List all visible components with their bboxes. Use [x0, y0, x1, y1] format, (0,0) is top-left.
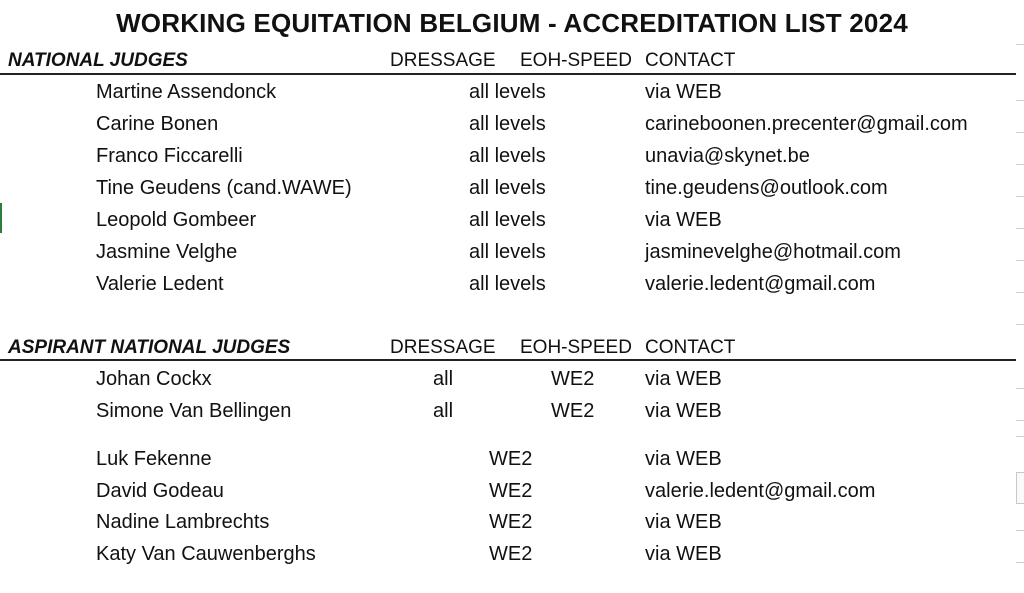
grid-tick [1016, 260, 1024, 261]
column-header-dressage: DRESSAGE [390, 337, 496, 358]
judge-name: Luk Fekenne [96, 448, 212, 470]
judge-speed: WE2 [551, 400, 595, 422]
scroll-handle[interactable] [1016, 472, 1024, 504]
grid-tick [1016, 324, 1024, 325]
grid-tick [1016, 132, 1024, 133]
grid-tick [1016, 100, 1024, 101]
judge-contact: unavia@skynet.be [645, 145, 810, 167]
page-title: WORKING EQUITATION BELGIUM - ACCREDITATION LIST 2024 [116, 8, 908, 38]
judge-speed: WE2 [551, 368, 595, 390]
judge-name: Katy Van Cauwenberghs [96, 543, 316, 565]
judge-level: all levels [469, 241, 546, 263]
judge-name: Martine Assendonck [96, 81, 277, 103]
judge-name: Simone Van Bellingen [96, 400, 292, 422]
judge-contact: via WEB [645, 368, 722, 390]
grid-tick [1016, 388, 1024, 389]
judge-contact: via WEB [645, 81, 722, 103]
grid-tick [1016, 436, 1024, 437]
judge-contact: via WEB [645, 543, 722, 565]
column-header-contact: CONTACT [645, 337, 736, 358]
judge-contact: jasminevelghe@hotmail.com [645, 241, 901, 263]
section-rule [0, 73, 1016, 75]
judge-name: Johan Cockx [96, 368, 212, 390]
judge-contact: valerie.ledent@gmail.com [645, 480, 876, 502]
judge-contact: carineboonen.precenter@gmail.com [645, 113, 968, 135]
judge-level: all levels [469, 273, 546, 295]
judge-name: Leopold Gombeer [96, 209, 257, 231]
grid-tick [1016, 164, 1024, 165]
judge-name: Valerie Ledent [96, 273, 224, 295]
judge-contact: tine.geudens@outlook.com [645, 177, 888, 199]
judge-contact: via WEB [645, 448, 722, 470]
grid-tick [1016, 292, 1024, 293]
judge-level: all levels [469, 81, 546, 103]
judge-contact: via WEB [645, 511, 722, 533]
column-header-contact: CONTACT [645, 50, 736, 71]
judge-name: Franco Ficcarelli [96, 145, 243, 167]
judge-level: WE2 [489, 511, 533, 533]
judge-name: Carine Bonen [96, 113, 219, 135]
judge-level: all levels [469, 177, 546, 199]
cell-selection-marker [0, 203, 2, 233]
column-header-eoh-speed: EOH-SPEED [520, 337, 632, 358]
judge-dressage: all [433, 400, 454, 422]
judge-level: all levels [469, 209, 546, 231]
judge-name: Nadine Lambrechts [96, 511, 270, 533]
section-title-national: NATIONAL JUDGES [8, 50, 188, 71]
judge-name: David Godeau [96, 480, 224, 502]
judge-contact: via WEB [645, 400, 722, 422]
judge-name: Jasmine Velghe [96, 241, 238, 263]
column-header-dressage: DRESSAGE [390, 50, 496, 71]
section-rule [0, 359, 1016, 361]
grid-tick [1016, 530, 1024, 531]
judge-level: WE2 [489, 543, 533, 565]
grid-tick [1016, 562, 1024, 563]
grid-tick [1016, 420, 1024, 421]
column-header-eoh-speed: EOH-SPEED [520, 50, 632, 71]
judge-contact: via WEB [645, 209, 722, 231]
judge-level: WE2 [489, 480, 533, 502]
judge-level: WE2 [489, 448, 533, 470]
section-title-aspirant: ASPIRANT NATIONAL JUDGES [8, 337, 291, 358]
judge-level: all levels [469, 113, 546, 135]
grid-tick [1016, 196, 1024, 197]
grid-tick [1016, 228, 1024, 229]
judge-contact: valerie.ledent@gmail.com [645, 273, 876, 295]
judge-level: all levels [469, 145, 546, 167]
grid-tick [1016, 44, 1024, 45]
judge-name: Tine Geudens (cand.WAWE) [96, 177, 352, 199]
judge-dressage: all [433, 368, 454, 390]
